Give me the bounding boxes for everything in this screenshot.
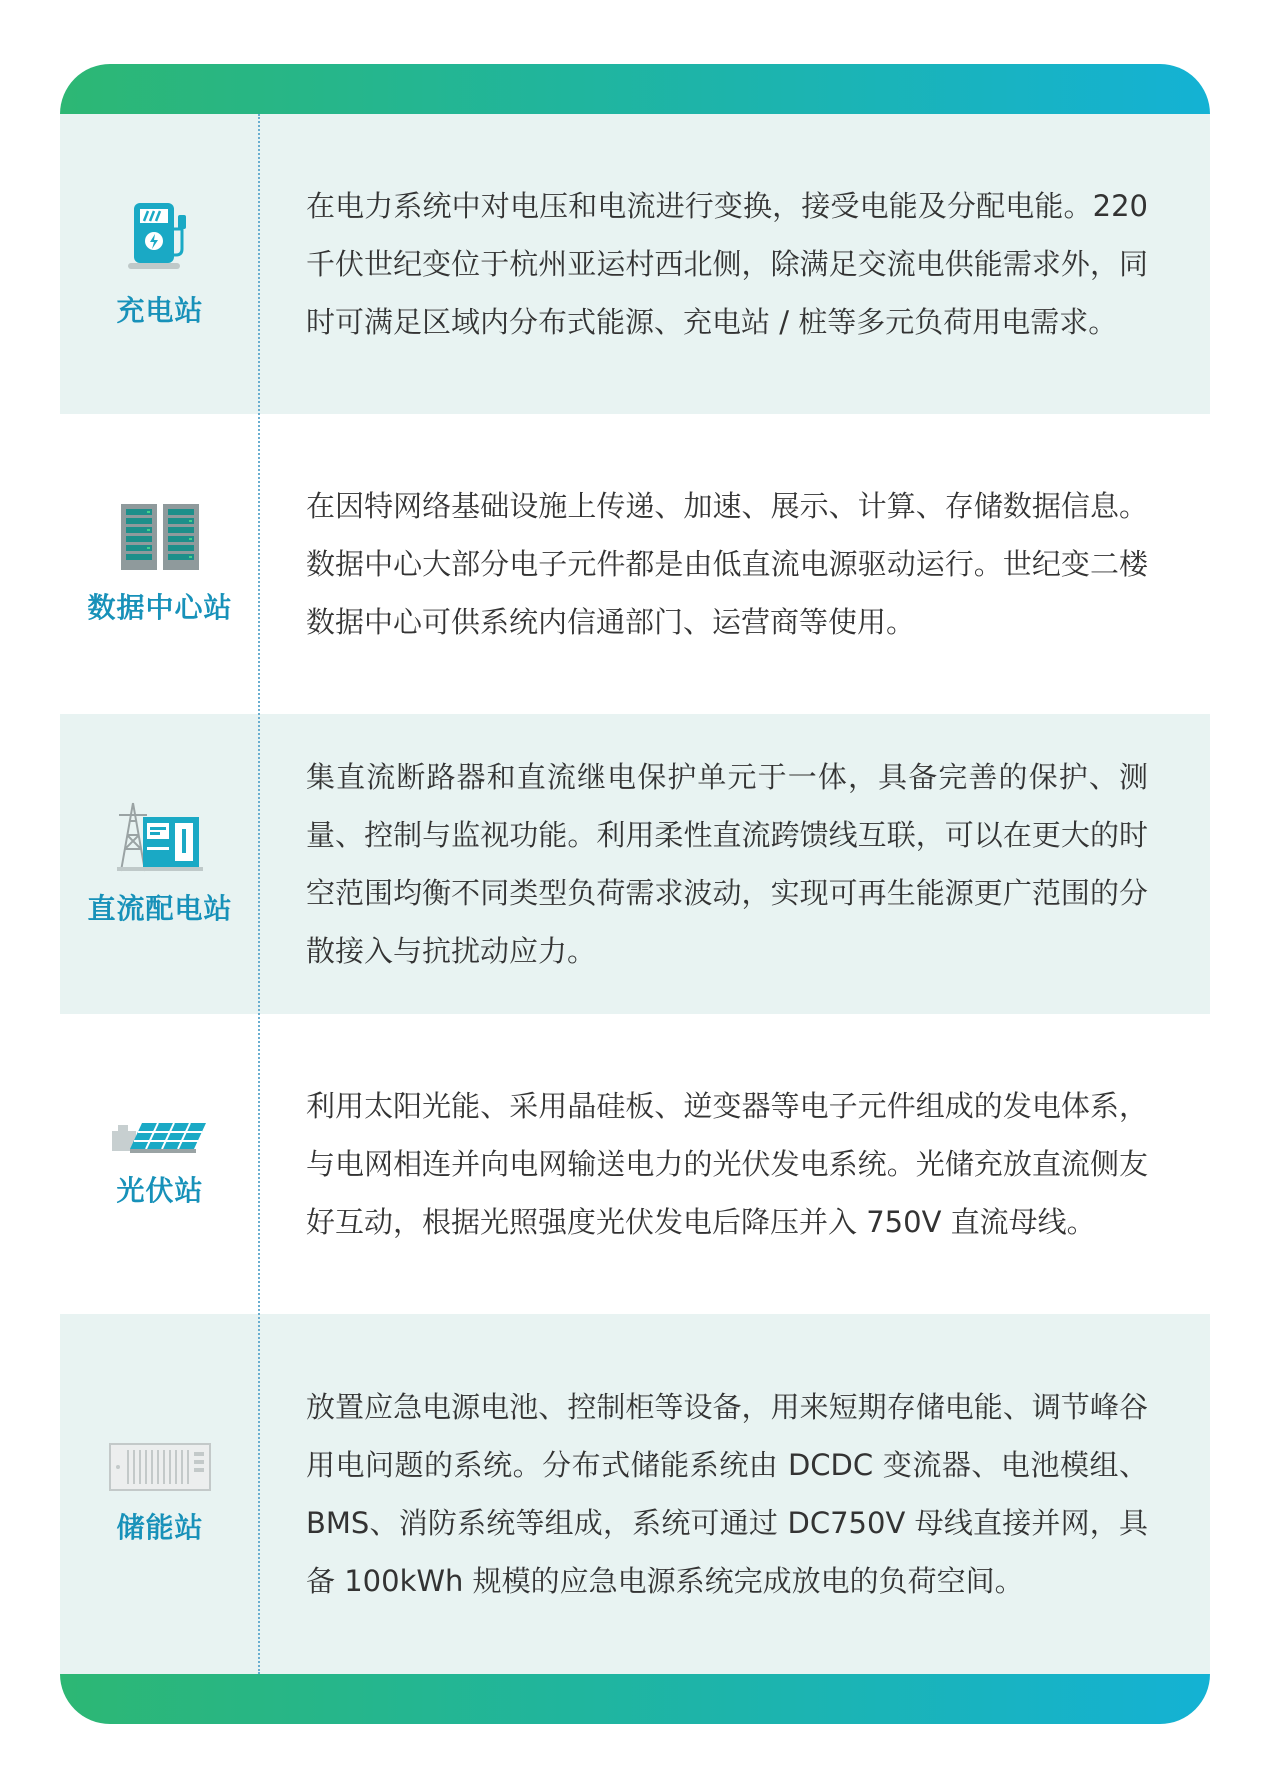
label-cell: [60, 1314, 260, 1674]
row-description: 利用太阳光能、采用晶硅板、逆变器等电子元件组成的发电体系，与电网相连并向电网输送电力的光伏发电系统。光储充放直流侧友好互动，根据光照强度光伏发电后降压并入 750V 直流母线。: [306, 1089, 1148, 1239]
power-tower-cabinet-icon: [117, 801, 203, 873]
top-gradient-band: [60, 64, 1210, 114]
row-energy-storage: [60, 1314, 1210, 1674]
row-description: 集直流断路器和直流继电保护单元于一体，具备完善的保护、测量、控制与监视功能。利用柔性直流跨馈线互联，可以在更大的时空范围均衡不同类型负荷需求波动，实现可再生能源更广范围的分散接入与抗扰动应力。: [306, 760, 1148, 968]
row-photovoltaic: [60, 1014, 1210, 1314]
row-charging-station: [60, 114, 1210, 414]
desc-cell: [260, 177, 1210, 351]
desc-cell: [260, 748, 1210, 980]
row-label: 光伏站: [116, 1174, 204, 1207]
row-data-center: [60, 414, 1210, 714]
row-dc-distribution: [60, 714, 1210, 1014]
charging-station-icon: [128, 199, 192, 275]
desc-cell: [260, 477, 1210, 651]
row-description: 在电力系统中对电压和电流进行变换，接受电能及分配电能。220 千伏世纪变位于杭州亚运村西北侧，除满足交流电供能需求外，同时可满足区域内分布式能源、充电站 / 桩等多元负荷用电需求。: [306, 189, 1148, 339]
row-label: 直流配电站: [87, 892, 233, 925]
row-description: 放置应急电源电池、控制柜等设备，用来短期存储电能、调节峰谷用电问题的系统。分布式储能系统由 DCDC 变流器、电池模组、BMS、消防系统等组成，系统可通过 DC750V 母线直接并网，具备 100kWh 规模的应急电源系统完成放电的负荷空间。: [306, 1390, 1148, 1598]
label-cell: [60, 114, 260, 414]
row-description: 在因特网络基础设施上传递、加速、展示、计算、存储数据信息。数据中心大部分电子元件都是由低直流电源驱动运行。世纪变二楼数据中心可供系统内信通部门、运营商等使用。: [306, 489, 1148, 639]
desc-cell: [260, 1378, 1210, 1610]
label-cell: [60, 714, 260, 1014]
bottom-gradient-band: [60, 1674, 1210, 1724]
label-cell: [60, 1014, 260, 1314]
row-label: 充电站: [116, 294, 204, 327]
info-card: [60, 64, 1210, 1724]
server-rack-icon: [119, 502, 201, 572]
label-cell: [60, 414, 260, 714]
row-label: 储能站: [116, 1511, 204, 1544]
column-divider: [258, 114, 260, 1674]
station-rows: [60, 114, 1210, 1674]
desc-cell: [260, 1077, 1210, 1251]
solar-panel-icon: [112, 1119, 208, 1155]
row-label: 数据中心站: [87, 591, 233, 624]
battery-cabinet-icon: [108, 1442, 212, 1492]
